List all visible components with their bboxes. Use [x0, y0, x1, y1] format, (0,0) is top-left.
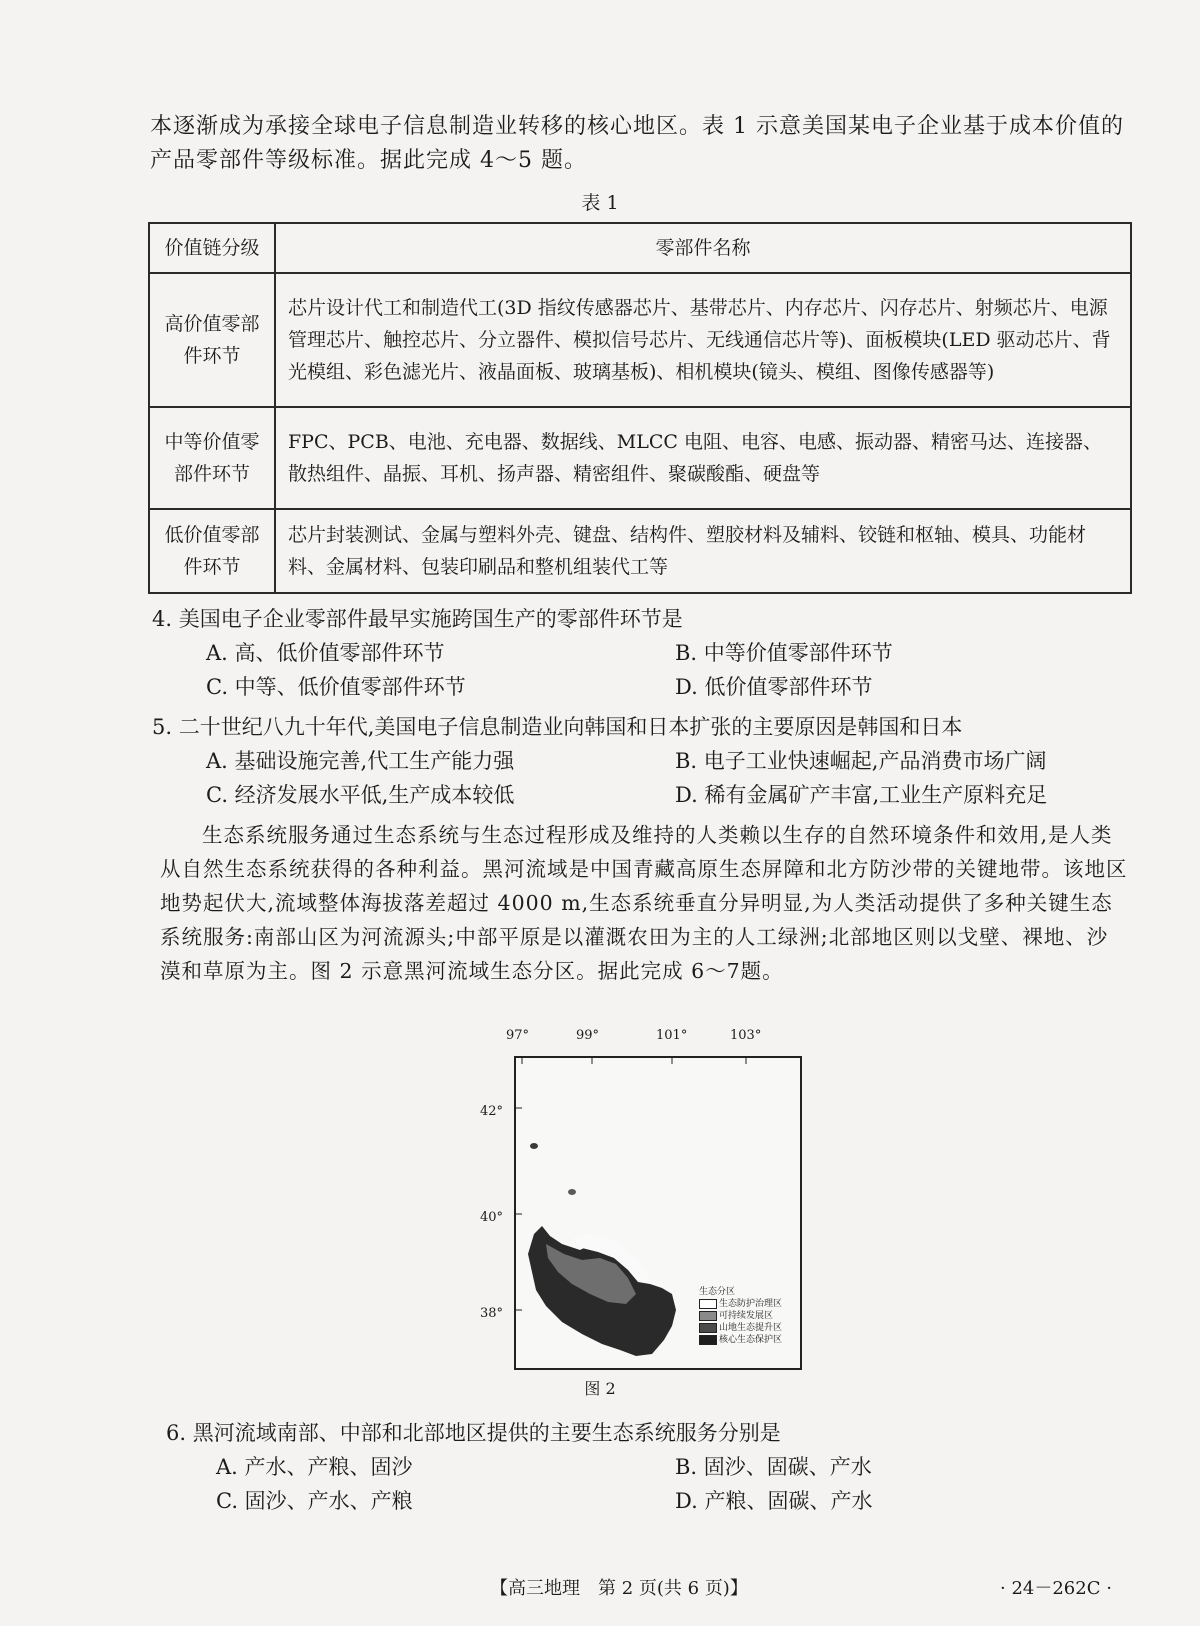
- map-patch-north: [530, 1143, 538, 1149]
- paper-code: · 24－262C ·: [1000, 1578, 1112, 1599]
- table-cell-level: 高价值零部件环节: [149, 273, 275, 407]
- question-4-option-d: D. 低价值零部件环节: [675, 675, 873, 699]
- table-header-items: 零部件名称: [275, 223, 1131, 273]
- legend-item: [699, 1310, 782, 1322]
- lon-label: 103°: [730, 1028, 762, 1043]
- table-cell-items: 芯片设计代工和制造代工(3D 指纹传感器芯片、基带芯片、内存芯片、闪存芯片、射频芯片、电源管理芯片、触控芯片、分立器件、模拟信号芯片、无线通信芯片等)、面板模块(LED 驱动芯片、背光模组、彩色滤光片、液晶面板、玻璃基板)、相机模块(镜头、模组、图像传感器等): [275, 273, 1131, 407]
- lon-label: 99°: [576, 1028, 600, 1043]
- table-cell-level: 低价值零部件环节: [149, 509, 275, 593]
- legend-swatch: [699, 1335, 717, 1345]
- table-cell-items: 芯片封装测试、金属与塑料外壳、键盘、结构件、塑胶材料及辅料、铰链和枢轴、模具、功能材料、金属材料、包装印刷品和整机组装代工等: [275, 509, 1131, 593]
- question-4-option-a: A. 高、低价值零部件环节: [206, 641, 445, 665]
- page-footer: 【高三地理 第 2 页(共 6 页)】: [490, 1578, 748, 1599]
- question-5-stem: 5. 二十世纪八九十年代,美国电子信息制造业向韩国和日本扩张的主要原因是韩国和日本: [152, 715, 963, 739]
- question-6-option-b: B. 固沙、固碳、产水: [675, 1455, 872, 1479]
- table-row: [149, 407, 1131, 509]
- legend-item: [699, 1322, 782, 1334]
- legend-swatch: [699, 1323, 717, 1333]
- question-6-option-a: A. 产水、产粮、固沙: [216, 1455, 413, 1479]
- question-4-stem: 4. 美国电子企业零部件最早实施跨国生产的零部件环节是: [152, 607, 683, 631]
- table-row: [149, 509, 1131, 593]
- lat-label: 40°: [480, 1210, 504, 1225]
- lon-label: 97°: [506, 1028, 530, 1043]
- lat-label: 42°: [480, 1104, 504, 1119]
- question-6-option-c: C. 固沙、产水、产粮: [216, 1489, 413, 1513]
- question-5-option-c: C. 经济发展水平低,生产成本较低: [206, 783, 515, 807]
- figure-caption: 图 2: [584, 1379, 616, 1398]
- lon-label: 101°: [656, 1028, 688, 1043]
- table-row: [149, 273, 1131, 407]
- legend-title: 生态分区: [699, 1287, 736, 1297]
- legend-swatch: [699, 1311, 717, 1321]
- question-5-option-a: A. 基础设施完善,代工生产能力强: [206, 749, 515, 773]
- intro-paragraph: 本逐渐成为承接全球电子信息制造业转移的核心地区。表 1 示意美国某电子企业基于成本价值的产品零部件等级标准。据此完成 4～5 题。: [150, 114, 1124, 173]
- question-6-stem: 6. 黑河流域南部、中部和北部地区提供的主要生态系统服务分别是: [166, 1421, 781, 1445]
- lat-label: 38°: [480, 1306, 504, 1321]
- table-header-level: 价值链分级: [149, 223, 275, 273]
- table-header-row: [149, 223, 1131, 273]
- legend-label: 山地生态提升区: [719, 1323, 783, 1333]
- legend-label: 核心生态保护区: [719, 1335, 783, 1345]
- map-patch-north: [568, 1189, 576, 1195]
- question-5-option-d: D. 稀有金属矿产丰富,工业生产原料充足: [675, 783, 1048, 807]
- legend-label: 可持续发展区: [719, 1311, 774, 1321]
- component-grade-table: [148, 222, 1132, 594]
- table-cell-level: 中等价值零部件环节: [149, 407, 275, 509]
- heihe-basin-map: [514, 1056, 802, 1370]
- legend-label: 生态防护治理区: [719, 1299, 783, 1309]
- table-caption: 表 1: [581, 192, 619, 214]
- table-cell-items: FPC、PCB、电池、充电器、数据线、MLCC 电阻、电容、电感、振动器、精密马达、连接器、散热组件、晶振、耳机、扬声器、精密组件、聚碳酸酯、硬盘等: [275, 407, 1131, 509]
- question-4-option-b: B. 中等价值零部件环节: [675, 641, 893, 665]
- passage-paragraph: 生态系统服务通过生态系统与生态过程形成及维持的人类赖以生存的自然环境条件和效用,是人类从自然生态系统获得的各种利益。黑河流域是中国青藏高原生态屏障和北方防沙带的关键地带。该地区地势起伏大,流域整体海拔落差超过 4000 m,生态系统垂直分异明显,为人类活动提供了多种关键生态系统服务:南部山区为河流源头;中部平原是以灌溉农田为主的人工绿洲;北部地区则以戈壁、裸地、沙漠和草原为主。图 2 示意黑河流域生态分区。据此完成 6～7题。: [160, 823, 1128, 983]
- map-legend: [699, 1286, 782, 1346]
- question-5-option-b: B. 电子工业快速崛起,产品消费市场广阔: [675, 749, 1047, 773]
- question-4-option-c: C. 中等、低价值零部件环节: [206, 675, 466, 699]
- legend-item: [699, 1298, 782, 1310]
- question-6-option-d: D. 产粮、固碳、产水: [675, 1489, 873, 1513]
- legend-swatch: [699, 1299, 717, 1309]
- legend-item: [699, 1334, 782, 1346]
